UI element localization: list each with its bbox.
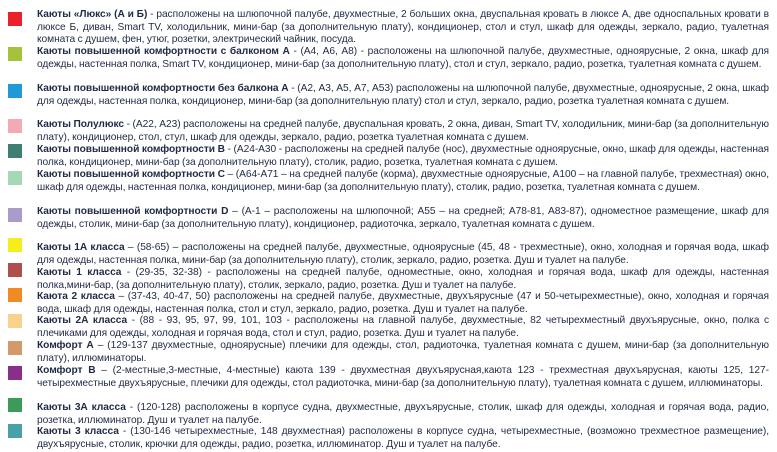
color-swatch <box>8 47 22 61</box>
cabin-category-description: – (А64-А71 – на средней палубе (корма), двухместные одноярусные, А100 – на главной палубе, трехместная) окно, шкаф для одежды, настенная полка, кондиционер, мини-бар (за дополнительную плату), столик, радио, розетка, туалетная комната с душем. <box>37 169 769 193</box>
cabin-category-title: Каюты Полулюкс <box>37 119 125 130</box>
legend-text <box>37 340 769 365</box>
cabin-category-title: Каюта 2 класса <box>37 291 115 302</box>
legend-text <box>37 402 769 427</box>
legend-text <box>37 242 769 267</box>
legend-text <box>37 83 769 108</box>
cabin-category-description: - (А4, А6, А8) - расположены на шлюпочной палубе, двухместные, одноярусные, 2 окна, шкаф для одежды, настенная полка, Smart TV, кондиционер, мини-бар (за дополнительную плату), стол и стул, зеркало, радио, розетка, туалетная комната с душем. <box>37 46 769 70</box>
legend-text <box>37 291 769 316</box>
cabin-category-description: – (2-местные,3-местные, 4-местные) каюта 139 - двухместная двухъярусная,каюта 123 - трехместная двухъярусная, каюты 125, 127- четырехместные двухъярусные, плечики для одежды, стол радиоточка, мини-бар (за дополнительную плату), туалетная комната с душем, иллюминаторы. <box>37 365 769 389</box>
color-swatch <box>8 263 22 277</box>
legend-text <box>37 169 769 194</box>
cabin-category-title: Комфорт В <box>37 365 96 376</box>
cabin-category-description: - (А24-А30 - расположены на средней палубе (нос), двухместные одноярусные, окно, шкаф для одежды, настенная полка, кондиционер, мини-бар (за дополнительную плату), столик, радио, розетка, туалетная комната с душем. <box>37 144 769 168</box>
cabin-category-title: Каюты 1 класса <box>37 267 122 278</box>
cabin-category-title: Каюты 3А класса <box>37 402 126 413</box>
color-swatch <box>8 424 22 438</box>
cabin-category-title: Каюты 2А класса <box>37 315 128 326</box>
cabin-category-description: - (120-128) расположены в корпусе судна, двухместные, двухъярусные, столик, шкаф для одежды, холодная и горячая вода, радио, розетка, иллюминатор. Душ и туалет на палубе. <box>37 402 769 426</box>
cabin-category-title: Каюты повышенной комфортности без балкона А <box>37 83 289 94</box>
legend-text <box>37 315 769 340</box>
color-swatch <box>8 366 22 380</box>
legend-text <box>37 365 769 390</box>
color-swatch <box>8 288 22 302</box>
cabin-category-title: Комфорт А <box>37 340 94 351</box>
legend-text <box>37 46 769 71</box>
legend-text <box>37 206 769 231</box>
cabin-category-title: Каюты 3 класса <box>37 426 119 437</box>
color-swatch <box>8 84 22 98</box>
cabin-category-description: - расположены на шлюпочной палубе, двухместные, 2 больших окна, двуспальная кровать в люксе А, две односпальных кровати в люксе Б, диван, Smart TV, холодильник, мини-бар (за дополнительную плату), кондиционер, стол и стул, шкаф для одежды, зеркало, радио, туалетная комната с душем, фен, утюг, розетки, электрический чайник, посуда. <box>37 9 769 45</box>
cabin-category-title: Каюты повышенной комфортности С <box>37 169 225 180</box>
color-swatch <box>8 341 22 355</box>
cabin-category-description: - (130-146 четырехместные, 148 двухместная) расположены в корпусе судна, четырехместные, (возможно трехместное размещение), двухъярусные, столик, крючки для одежды, радио, розетка, иллюминатор. Душ и туалет на палубе. <box>37 426 769 450</box>
cabin-category-title: Каюты 1А класса <box>37 242 125 253</box>
cabin-category-description: - (А2, А3, А5, А7, А53) расположены на шлюпочной палубе, двухместные, одноярусные, 2 окна, шкаф для одежды, настенная полка, кондиционер, мини-бар (за дополнительную плату) стол и стул, зеркало, радио, розетка туалетная комната с душем. <box>37 83 769 107</box>
cabin-category-description: - (А22, А23) расположены на средней палубе, двуспальная кровать, 2 окна, диван, Smart TV, холодильник, мини-бар (за дополнительную плату), кондиционер, стол, стул, шкаф для одежды, зеркало, радио, розетка туалетная комната с душем. <box>37 119 769 143</box>
color-swatch <box>8 171 22 185</box>
cabin-category-description: – (129-137 двухместные, одноярусные) плечики для одежды, стол, радиоточка, туалетная комната с душем, мини-бар (за дополнительную плату), иллюминаторы. <box>37 340 769 364</box>
cabin-category-title: Каюты повышенной комфортности D <box>37 206 229 217</box>
cabin-category-title: Каюты «Люкс» (А и Б) <box>37 9 148 20</box>
cabin-category-title: Каюты повышенной комфортности В <box>37 144 225 155</box>
color-swatch <box>8 314 22 328</box>
legend-text <box>37 426 769 451</box>
cabin-category-description: - (88 - 93, 95, 97, 99, 101, 103 - расположены на главной палубе, двухместные, 82 четырехместный двухъярусные, окно, полка с плечиками для одежды, холодная и горячая вода, стол и стул, радио, розетка. Душ и туалет на палубе. <box>37 315 770 339</box>
cabin-category-description: - (29-35, 32-38) - расположены на средней палубе, одноместные, окно, холодная и горячая вода, шкаф для одежды, настенная полка,мини-бар, (за дополнительную плату), столик, зеркало, радио, розетка. Душ и туалет на палубе. <box>37 267 770 291</box>
color-swatch <box>8 238 22 252</box>
color-swatch <box>8 119 22 133</box>
legend-text <box>37 144 769 169</box>
color-swatch <box>8 208 22 222</box>
color-swatch <box>8 12 22 26</box>
legend-text <box>37 9 769 47</box>
legend-text <box>37 119 769 144</box>
cabin-category-description: – (37-43, 40-47, 50) расположены на средней палубе, двухместные, двухъярусные (47 и 50-четырехместные), окно, холодная и горячая вода, шкаф для одежды, настенная полка, стол и стул, зеркало, радио, розетка. Душ и туалет на палубе. <box>37 291 769 315</box>
cabin-category-title: Каюты повышенной комфортности с балконом А <box>37 46 290 57</box>
cabin-category-description: – (А-1 – расположены на шлюпочной; А55 – на средней; А78-81, А83-87), одноместное размещение, шкаф для одежды, столик, мини-бар (за дополнительную плату), кондиционер, радиоточка, зеркало, туалетная комната с душем. <box>37 206 769 230</box>
color-swatch <box>8 398 22 412</box>
color-swatch <box>8 144 22 158</box>
cabin-category-description: – (58-65) – расположены на средней палубе, двухместные, одноярусные (45, 48 - трехместные), окно, холодная и горячая вода, шкаф для одежды, настенная полка, мини-бар (за дополнительную плату), столик, зеркало, радио, розетка. Душ и туалет на палубе. <box>37 242 769 266</box>
legend-text <box>37 267 769 292</box>
